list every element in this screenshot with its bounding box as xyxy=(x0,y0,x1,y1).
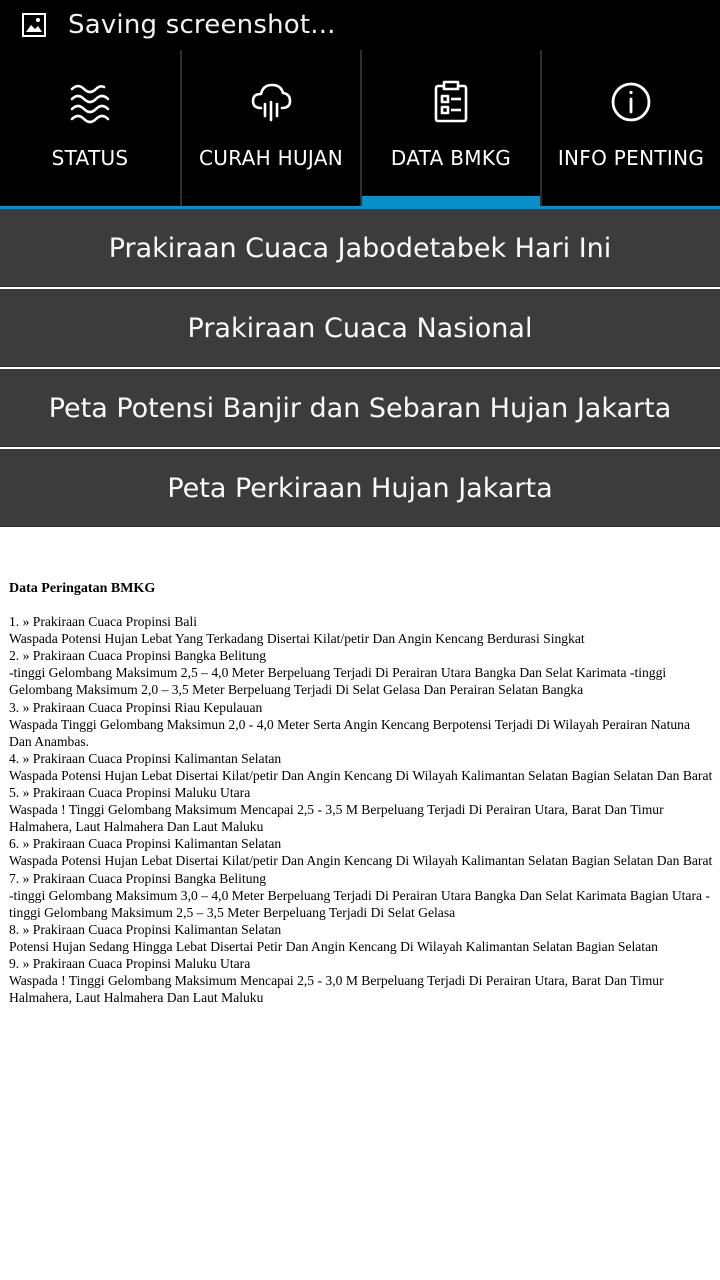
tab-label: STATUS xyxy=(51,146,129,170)
warning-text: -tinggi Gelombang Maksimum 3,0 – 4,0 Meter Berpeluang Terjadi Di Perairan Utara Bangka Dan Selat Karimata Bagian Utara -tinggi Gelombang Maksimum 2,5 – 3,5 Meter Berpeluang Terjadi Di Selat Gelasa xyxy=(9,887,710,920)
status-bar xyxy=(0,0,720,50)
warning-title: 8. » Prakiraan Cuaca Propinsi Kalimantan Selatan xyxy=(9,921,282,937)
warning-text: Waspada Potensi Hujan Lebat Disertai Kilat/petir Dan Angin Kencang Di Wilayah Kalimantan Selatan Bagian Selatan Dan Barat xyxy=(9,767,713,783)
warning-text: Waspada Potensi Hujan Lebat Disertai Kilat/petir Dan Angin Kencang Di Wilayah Kalimantan Selatan Bagian Selatan Dan Barat xyxy=(9,853,713,869)
warning-title: 7. » Prakiraan Cuaca Propinsi Bangka Belitung xyxy=(9,870,267,886)
info-icon xyxy=(609,80,653,124)
tab-status[interactable] xyxy=(0,50,180,206)
tab-info-penting[interactable] xyxy=(540,50,720,206)
warning-text: -tinggi Gelombang Maksimum 2,5 – 4,0 Meter Berpeluang Terjadi Di Perairan Utara Bangka Dan Selat Karimata -tinggi Gelombang Maksimum 2,0 – 3,5 Meter Berpeluang Terjadi Di Selat Gelasa Dan Perairan Selatan Bangka xyxy=(9,665,667,698)
image-icon xyxy=(22,13,46,37)
tab-label: DATA BMKG xyxy=(390,146,512,170)
status-text: Saving screenshot... xyxy=(68,10,336,40)
tab-label: INFO PENTING xyxy=(557,146,705,170)
clipboard-icon xyxy=(429,80,473,124)
warning-list xyxy=(9,613,715,1006)
peta-perkiraan-hujan-button[interactable]: Peta Perkiraan Hujan Jakarta xyxy=(0,449,720,527)
prakiraan-jabodetabek-button[interactable]: Prakiraan Cuaca Jabodetabek Hari Ini xyxy=(0,209,720,287)
warning-title: 6. » Prakiraan Cuaca Propinsi Kalimantan Selatan xyxy=(9,836,282,852)
tab-curah-hujan[interactable] xyxy=(180,50,360,206)
menu-button-list xyxy=(0,209,720,527)
warning-title: 2. » Prakiraan Cuaca Propinsi Bangka Belitung xyxy=(9,648,267,664)
warning-content xyxy=(9,580,715,1006)
warning-text: Waspada ! Tinggi Gelombang Maksimum Mencapai 2,5 - 3,5 M Berpeluang Terjadi Di Perairan Utara, Barat Dan Timur Halmahera, Laut Halmahera Dan Laut Maluku xyxy=(9,802,664,835)
warning-title: 5. » Prakiraan Cuaca Propinsi Maluku Utara xyxy=(9,785,251,801)
warning-text: Potensi Hujan Sedang Hingga Lebat Disertai Petir Dan Angin Kencang Di Wilayah Kalimantan Selatan Bagian Selatan xyxy=(9,938,658,954)
warning-heading: Data Peringatan BMKG xyxy=(9,581,156,596)
warning-text: Waspada Potensi Hujan Lebat Yang Terkadang Disertai Kilat/petir Dan Angin Kencang Berdurasi Singkat xyxy=(9,631,585,647)
tab-data-bmkg[interactable] xyxy=(360,50,540,206)
warning-title: 3. » Prakiraan Cuaca Propinsi Riau Kepulauan xyxy=(9,699,263,715)
rain-cloud-icon xyxy=(249,80,293,124)
prakiraan-nasional-button[interactable]: Prakiraan Cuaca Nasional xyxy=(0,289,720,367)
warning-title: 9. » Prakiraan Cuaca Propinsi Maluku Utara xyxy=(9,955,251,971)
waves-icon xyxy=(68,80,112,124)
tab-bar xyxy=(0,50,720,206)
tab-label: CURAH HUJAN xyxy=(199,146,343,170)
warning-title: 4. » Prakiraan Cuaca Propinsi Kalimantan Selatan xyxy=(9,750,282,766)
peta-potensi-banjir-button[interactable]: Peta Potensi Banjir dan Sebaran Hujan Jakarta xyxy=(0,369,720,447)
warning-title: 1. » Prakiraan Cuaca Propinsi Bali xyxy=(9,614,198,630)
warning-text: Waspada ! Tinggi Gelombang Maksimum Mencapai 2,5 - 3,0 M Berpeluang Terjadi Di Perairan Utara, Barat Dan Timur Halmahera, Laut Halmahera Dan Laut Maluku xyxy=(9,973,664,1006)
warning-text: Waspada Tinggi Gelombang Maksimun 2,0 - 4,0 Meter Serta Angin Kencang Berpotensi Terjadi Di Wilayah Perairan Natuna Dan Anambas. xyxy=(9,716,690,749)
